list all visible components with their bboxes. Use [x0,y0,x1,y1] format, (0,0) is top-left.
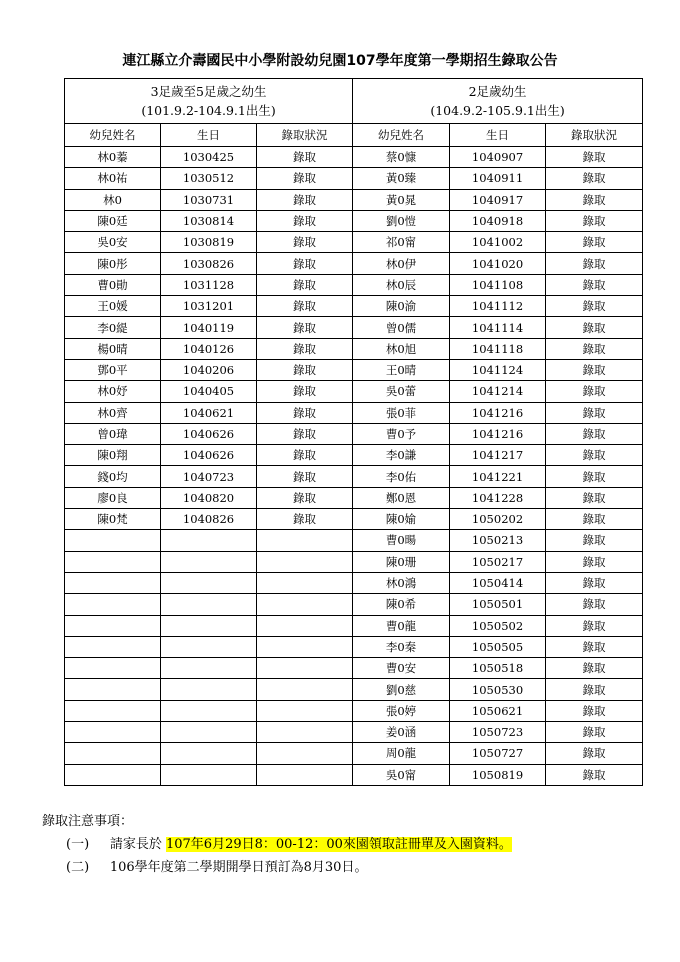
admission-status-cell: 錄取 [257,423,353,444]
table-row [65,722,643,743]
child-name-cell: 黃0臻 [353,168,450,189]
child-name-cell: 林0齊 [65,402,161,423]
admission-status-cell: 錄取 [257,466,353,487]
admission-status-cell: 錄取 [546,551,643,572]
birthday-cell [161,722,257,743]
admission-status-cell: 錄取 [546,232,643,253]
child-name-cell [65,636,161,657]
admission-status-cell: 錄取 [257,296,353,317]
birthday-cell: 1041108 [450,274,546,295]
child-name-cell: 陳0彤 [65,253,161,274]
birthday-cell: 1030826 [161,253,257,274]
admission-status-cell: 錄取 [546,381,643,402]
admission-status-cell: 錄取 [257,232,353,253]
table-row [65,551,643,572]
table-row [65,700,643,721]
column-header-birthday: 生日 [161,124,257,147]
child-name-cell: 鄭0恩 [353,487,450,508]
birthday-cell: 1040917 [450,189,546,210]
admission-status-cell: 錄取 [546,530,643,551]
birthday-cell: 1041221 [450,466,546,487]
admission-status-cell: 錄取 [257,338,353,359]
table-row [65,636,643,657]
table-row [65,679,643,700]
table-row [65,658,643,679]
child-name-cell [65,572,161,593]
birthday-cell: 1041228 [450,487,546,508]
admission-status-cell [257,530,353,551]
birthday-cell [161,636,257,657]
column-header-name: 幼兒姓名 [65,124,161,147]
admission-status-cell [257,551,353,572]
admission-status-cell: 錄取 [257,147,353,168]
admission-status-cell: 錄取 [257,402,353,423]
birthday-cell [161,594,257,615]
child-name-cell: 張0婷 [353,700,450,721]
group-birth-range: (104.9.2-105.9.1出生) [430,103,565,118]
birthday-cell: 1040826 [161,509,257,530]
birthday-cell: 1050213 [450,530,546,551]
admission-status-cell: 錄取 [546,764,643,785]
birthday-cell: 1050505 [450,636,546,657]
birthday-cell: 1050501 [450,594,546,615]
child-name-cell: 曹0暘 [353,530,450,551]
child-name-cell: 劉0愷 [353,210,450,231]
child-name-cell: 錢0均 [65,466,161,487]
child-name-cell: 陳0廷 [65,210,161,231]
child-name-cell: 吳0安 [65,232,161,253]
column-header-birthday: 生日 [450,124,546,147]
admission-status-cell: 錄取 [257,509,353,530]
admission-status-cell: 錄取 [546,253,643,274]
child-name-cell: 李0秦 [353,636,450,657]
child-name-cell: 祁0甯 [353,232,450,253]
page-title: 連江縣立介壽國民中小學附設幼兒園107學年度第一學期招生錄取公告 [122,53,558,69]
admission-status-cell [257,700,353,721]
admission-status-cell: 錄取 [257,487,353,508]
table-row [65,466,643,487]
note-item-2 [66,856,367,875]
birthday-cell: 1031128 [161,274,257,295]
birthday-cell: 1041124 [450,359,546,380]
child-name-cell: 姜0涵 [353,722,450,743]
child-name-cell: 吳0蕾 [353,381,450,402]
note-number: (一) [66,837,90,852]
birthday-cell: 1030731 [161,189,257,210]
admission-status-cell: 錄取 [546,572,643,593]
admission-status-cell: 錄取 [546,189,643,210]
admission-status-cell: 錄取 [546,274,643,295]
admission-status-cell: 錄取 [546,700,643,721]
birthday-cell: 1041020 [450,253,546,274]
birthday-cell: 1030814 [161,210,257,231]
birthday-cell: 1040405 [161,381,257,402]
child-name-cell: 曾0儒 [353,317,450,338]
admission-status-cell: 錄取 [546,679,643,700]
group-label: 3足歲至5足歲之幼生 [150,84,267,99]
birthday-cell [161,551,257,572]
child-name-cell [65,658,161,679]
table-row [65,423,643,444]
birthday-cell: 1050723 [450,722,546,743]
admission-status-cell [257,572,353,593]
child-name-cell [65,530,161,551]
birthday-cell: 1041114 [450,317,546,338]
table-row [65,338,643,359]
birthday-cell [161,572,257,593]
admission-status-cell: 錄取 [546,615,643,636]
admission-status-cell [257,722,353,743]
child-name-cell: 林0蓁 [65,147,161,168]
admission-status-cell [257,764,353,785]
birthday-cell [161,700,257,721]
child-name-cell: 陳0媮 [353,509,450,530]
birthday-cell [161,679,257,700]
note-number: (二) [66,860,90,875]
note-item-1 [66,833,512,852]
table-row [65,189,643,210]
admission-status-cell [257,679,353,700]
child-name-cell: 陳0希 [353,594,450,615]
table-row [65,445,643,466]
admission-status-cell [257,594,353,615]
admission-status-cell [257,636,353,657]
birthday-cell: 1030819 [161,232,257,253]
group-header-row [65,79,643,124]
child-name-cell: 林0旭 [353,338,450,359]
table-row [65,359,643,380]
table-row [65,210,643,231]
table-row [65,253,643,274]
table-row [65,232,643,253]
admission-status-cell: 錄取 [257,317,353,338]
birthday-cell: 1041002 [450,232,546,253]
birthday-cell: 1050502 [450,615,546,636]
admission-status-cell: 錄取 [546,147,643,168]
birthday-cell [161,530,257,551]
admission-status-cell: 錄取 [546,296,643,317]
admission-table [64,78,643,786]
child-name-cell: 林0鴻 [353,572,450,593]
admission-status-cell: 錄取 [257,253,353,274]
birthday-cell: 1040723 [161,466,257,487]
table-row [65,509,643,530]
birthday-cell: 1041118 [450,338,546,359]
birthday-cell: 1040820 [161,487,257,508]
group-label: 2足歲幼生 [468,84,527,99]
birthday-cell: 1050727 [450,743,546,764]
birthday-cell: 1041216 [450,423,546,444]
child-name-cell [65,679,161,700]
table-row [65,296,643,317]
birthday-cell: 1050518 [450,658,546,679]
child-name-cell: 黃0晁 [353,189,450,210]
table-row [65,487,643,508]
child-name-cell: 張0菲 [353,402,450,423]
child-name-cell: 林0祐 [65,168,161,189]
admission-status-cell: 錄取 [546,636,643,657]
child-name-cell: 吳0甯 [353,764,450,785]
admission-status-cell: 錄取 [546,317,643,338]
birthday-cell: 1041214 [450,381,546,402]
child-name-cell [65,722,161,743]
birthday-cell [161,658,257,679]
birthday-cell: 1040626 [161,423,257,444]
table-row [65,147,643,168]
birthday-cell: 1050217 [450,551,546,572]
table-row [65,594,643,615]
birthday-cell: 1041112 [450,296,546,317]
child-name-cell [65,764,161,785]
birthday-cell: 1040918 [450,210,546,231]
admission-status-cell: 錄取 [546,658,643,679]
table-row [65,168,643,189]
birthday-cell [161,764,257,785]
table-row [65,764,643,785]
birthday-cell: 1040119 [161,317,257,338]
birthday-cell [161,615,257,636]
child-name-cell: 陳0渝 [353,296,450,317]
admission-status-cell: 錄取 [546,509,643,530]
column-header-status: 錄取狀況 [546,124,643,147]
birthday-cell: 1040626 [161,445,257,466]
birthday-cell: 1050621 [450,700,546,721]
column-header-name: 幼兒姓名 [353,124,450,147]
notes-heading: 錄取注意事項： [42,814,134,829]
child-name-cell: 李0謙 [353,445,450,466]
child-name-cell: 王0媛 [65,296,161,317]
birthday-cell: 1040911 [450,168,546,189]
child-name-cell: 林0辰 [353,274,450,295]
child-name-cell: 劉0慈 [353,679,450,700]
child-name-cell: 鄧0平 [65,359,161,380]
child-name-cell: 周0龍 [353,743,450,764]
child-name-cell [65,743,161,764]
child-name-cell: 李0緹 [65,317,161,338]
admission-status-cell: 錄取 [546,359,643,380]
table-row [65,274,643,295]
child-name-cell: 曹0安 [353,658,450,679]
admission-status-cell: 錄取 [546,423,643,444]
table-row [65,615,643,636]
admission-status-cell [257,615,353,636]
child-name-cell: 陳0梵 [65,509,161,530]
table-row [65,530,643,551]
child-name-cell: 蔡0慷 [353,147,450,168]
child-name-cell [65,700,161,721]
birthday-cell: 1040206 [161,359,257,380]
birthday-cell: 1040126 [161,338,257,359]
admission-status-cell: 錄取 [257,168,353,189]
child-name-cell: 陳0珊 [353,551,450,572]
admission-status-cell: 錄取 [546,487,643,508]
birthday-cell: 1050202 [450,509,546,530]
child-name-cell: 李0佑 [353,466,450,487]
birthday-cell: 1041216 [450,402,546,423]
admission-status-cell: 錄取 [546,210,643,231]
note-text: 請家長於 [109,837,162,852]
child-name-cell: 楊0晴 [65,338,161,359]
child-name-cell: 曾0瑋 [65,423,161,444]
admission-status-cell: 錄取 [546,466,643,487]
group-birth-range: (101.9.2-104.9.1出生) [141,103,276,118]
birthday-cell: 1030512 [161,168,257,189]
table-row [65,381,643,402]
column-header-status: 錄取狀況 [257,124,353,147]
child-name-cell: 曹0勛 [65,274,161,295]
child-name-cell: 曹0予 [353,423,450,444]
birthday-cell: 1050414 [450,572,546,593]
note-highlight: 107年6月29日8：00-12：00來園領取註冊單及入園資料。 [165,837,512,852]
admission-status-cell: 錄取 [257,189,353,210]
admission-status-cell: 錄取 [546,743,643,764]
birthday-cell: 1050530 [450,679,546,700]
table-row [65,743,643,764]
child-name-cell [65,594,161,615]
birthday-cell [161,743,257,764]
admission-status-cell: 錄取 [546,445,643,466]
birthday-cell: 1040621 [161,402,257,423]
group-2-header [353,79,643,124]
child-name-cell: 林0妤 [65,381,161,402]
admission-status-cell: 錄取 [546,338,643,359]
group-3-to-5-header [65,79,353,124]
admission-status-cell: 錄取 [546,168,643,189]
admission-status-cell: 錄取 [546,402,643,423]
table-row [65,317,643,338]
child-name-cell: 林0 [65,189,161,210]
child-name-cell: 曹0龍 [353,615,450,636]
admission-status-cell: 錄取 [257,359,353,380]
birthday-cell: 1040907 [450,147,546,168]
child-name-cell [65,615,161,636]
admission-status-cell: 錄取 [257,274,353,295]
admission-status-cell: 錄取 [546,722,643,743]
column-header-row [65,124,643,147]
table-row [65,402,643,423]
child-name-cell: 廖0良 [65,487,161,508]
child-name-cell: 林0伊 [353,253,450,274]
birthday-cell: 1031201 [161,296,257,317]
admission-status-cell: 錄取 [546,594,643,615]
admission-status-cell: 錄取 [257,445,353,466]
admission-status-cell [257,743,353,764]
admission-status-cell: 錄取 [257,210,353,231]
note-text: 106學年度第二學期開學日預訂為8月30日。 [109,860,368,875]
child-name-cell: 陳0翔 [65,445,161,466]
table-row [65,572,643,593]
birthday-cell: 1041217 [450,445,546,466]
admission-status-cell [257,658,353,679]
child-name-cell [65,551,161,572]
birthday-cell: 1050819 [450,764,546,785]
admission-status-cell: 錄取 [257,381,353,402]
child-name-cell: 王0晴 [353,359,450,380]
birthday-cell: 1030425 [161,147,257,168]
